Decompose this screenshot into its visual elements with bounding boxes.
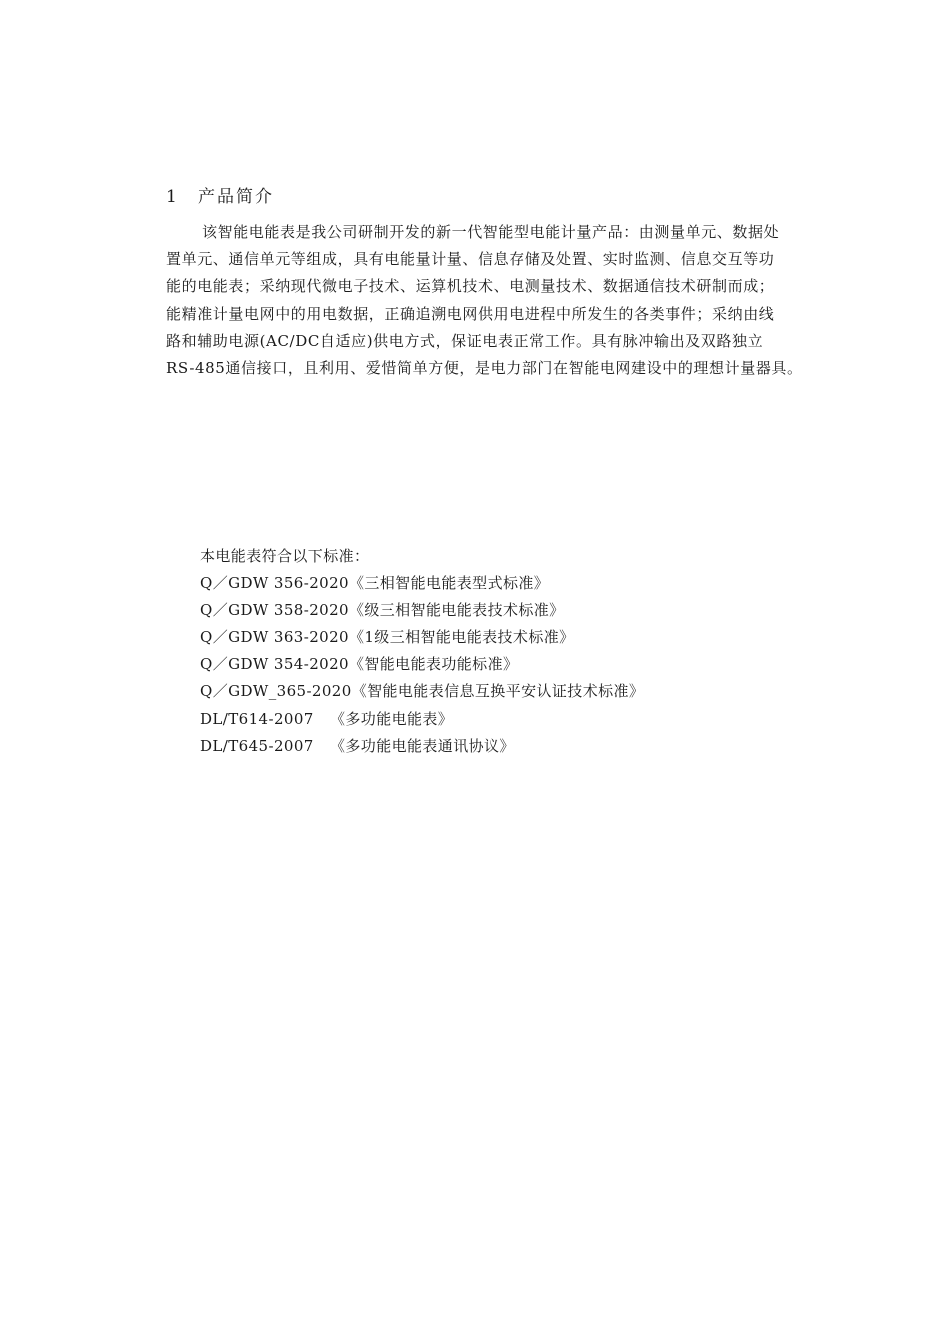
standards-lead: 本电能表符合以下标准： [200,547,370,565]
standard-item [200,706,644,733]
standard-code: Q／GDW 354-2020 [200,655,349,674]
standard-code: Q／GDW_365-2020 [200,682,352,701]
standard-title: 《多功能电能表》 [330,709,454,728]
intro-line: RS-485通信接口，且利用、爱惜简单方便，是电力部门在智能电网建设中的理想计量器具。 [166,359,803,378]
standard-title: 《智能电能表信息互换平安认证技术标准》 [351,682,645,701]
intro-line: 置单元、通信单元等组成，具有电能量计量、信息存储及处置、实时监测、信息交互等功 [166,250,775,269]
standard-title: 《多功能电能表通讯协议》 [330,736,515,755]
standard-item [200,570,644,597]
standard-title: 《1级三相智能电能表技术标准》 [348,628,575,647]
standard-item [200,624,644,651]
section-number: 1 [166,187,179,207]
standard-item [200,678,644,705]
standard-title: 《三相智能电能表型式标准》 [348,574,550,593]
standard-title: 《级三相智能电能表技术标准》 [348,601,565,620]
standards-list [200,543,644,760]
intro-line: 能的电能表；采纳现代微电子技术、运算机技术、电测量技术、数据通信技术研制而成； [166,277,775,296]
section-heading [166,184,274,210]
standard-code: DL/T645-2007 [200,736,314,755]
standard-item [200,651,644,678]
intro-line: 该智能电能表是我公司研制开发的新一代智能型电能计量产品：由测量单元、数据处 [202,223,780,241]
intro-line: 能精准计量电网中的用电数据，正确追溯电网供用电进程中所发生的各类事件；采纳由线 [166,304,775,323]
standard-code: Q／GDW 356-2020 [200,574,349,593]
intro-paragraph [166,219,878,382]
standard-item [200,597,644,624]
standard-title: 《智能电能表功能标准》 [348,655,519,674]
section-title: 产品简介 [198,187,274,207]
standard-code: DL/T614-2007 [200,709,314,728]
intro-line: 路和辅助电源(AC/DC自适应)供电方式，保证电表正常工作。具有脉冲输出及双路独立 [166,331,764,350]
standard-item [200,733,644,760]
standard-code: Q／GDW 358-2020 [200,601,349,620]
standard-code: Q／GDW 363-2020 [200,628,349,647]
